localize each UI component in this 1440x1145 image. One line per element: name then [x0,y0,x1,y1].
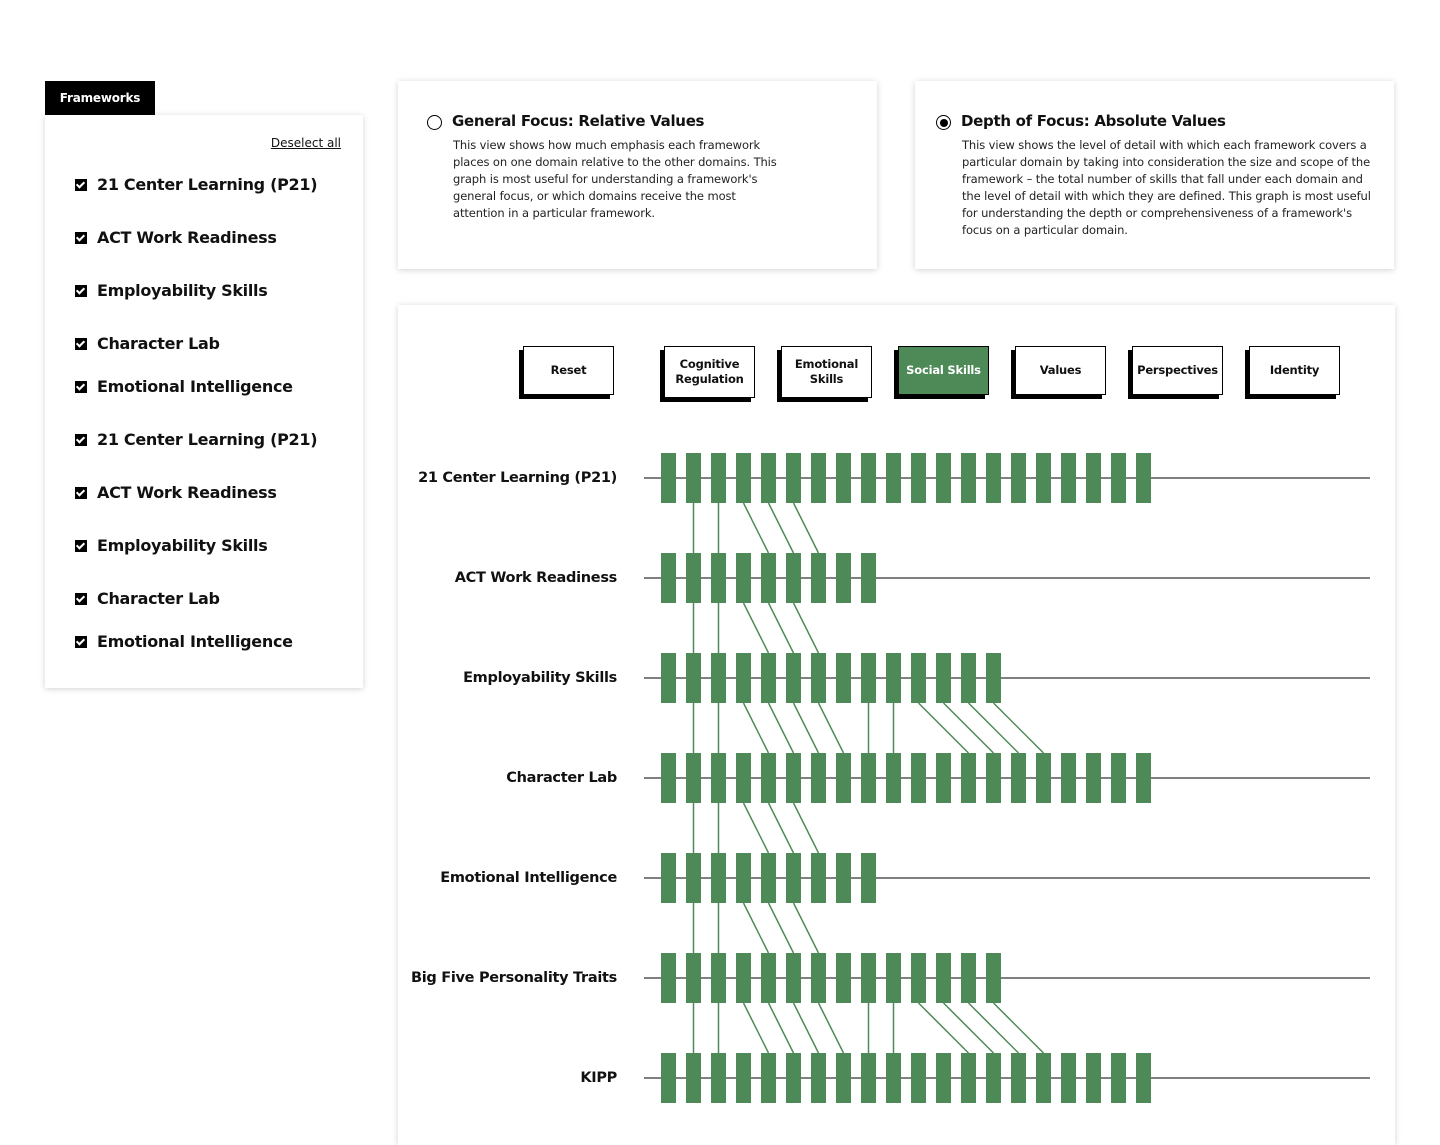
skill-bar[interactable] [886,453,901,503]
framework-label: Emotional Intelligence [97,632,293,651]
chart-row-label: 21 Center Learning (P21) [418,470,617,486]
skills-chart [398,305,1395,1145]
skill-bar[interactable] [961,753,976,803]
skill-bar[interactable] [1086,753,1101,803]
skill-bar[interactable] [686,653,701,703]
skill-bar[interactable] [736,453,751,503]
skill-bar[interactable] [861,453,876,503]
skill-connector [994,703,1044,753]
chart-row-label: Character Lab [506,770,617,786]
skill-bar[interactable] [986,953,1001,1003]
skill-bar[interactable] [811,453,826,503]
skill-bar[interactable] [686,753,701,803]
skill-connector [819,1003,844,1053]
skill-bar[interactable] [886,753,901,803]
skill-connector [744,603,769,653]
skill-bar[interactable] [811,753,826,803]
skill-bar[interactable] [961,653,976,703]
skill-bar[interactable] [761,953,776,1003]
skill-connector [994,1003,1044,1053]
domain-filter-social-skills[interactable]: Social Skills [898,346,989,395]
skill-bar[interactable] [661,753,676,803]
skill-bar[interactable] [936,953,951,1003]
skill-connector [919,1003,969,1053]
skill-bar[interactable] [961,453,976,503]
skill-bar[interactable] [986,653,1001,703]
skill-connector [819,703,844,753]
framework-checkbox-item[interactable] [75,536,267,555]
skill-bar[interactable] [911,953,926,1003]
checkbox-checked-icon[interactable] [75,179,87,191]
framework-label: Employability Skills [97,536,268,555]
skill-bar[interactable] [861,753,876,803]
skill-bar[interactable] [761,553,776,603]
skill-bar[interactable] [786,953,801,1003]
skill-bar[interactable] [961,1053,976,1103]
skill-bar[interactable] [686,553,701,603]
skill-connector [794,903,819,953]
skill-bar[interactable] [661,1053,676,1103]
checkbox-checked-icon[interactable] [75,540,87,552]
skill-bar[interactable] [886,953,901,1003]
framework-checkbox-item[interactable] [75,377,293,396]
chart-row-label: Employability Skills [463,670,617,686]
framework-checkbox-item[interactable] [75,430,317,449]
skill-bar[interactable] [736,1053,751,1103]
skill-bar[interactable] [761,653,776,703]
skill-bar[interactable] [1111,453,1126,503]
skill-bar[interactable] [1061,453,1076,503]
skill-bar[interactable] [736,853,751,903]
skill-bar[interactable] [1036,453,1051,503]
skill-bar[interactable] [986,453,1001,503]
domain-filter-values[interactable]: Values [1015,346,1106,395]
skill-bar[interactable] [686,453,701,503]
skill-connector [769,1003,794,1053]
skill-bar[interactable] [861,1053,876,1103]
skill-bar[interactable] [736,753,751,803]
skill-bar[interactable] [786,553,801,603]
skill-bar[interactable] [711,453,726,503]
skill-bar[interactable] [761,453,776,503]
checkbox-checked-icon[interactable] [75,434,87,446]
chart-row-label: Emotional Intelligence [440,870,617,886]
checkbox-checked-icon[interactable] [75,636,87,648]
skill-bar[interactable] [911,753,926,803]
skill-connector [969,703,1019,753]
chart-row-label: ACT Work Readiness [454,570,617,586]
skill-connector [744,703,769,753]
skill-connector [744,803,769,853]
general-focus-description: This view shows how much emphasis each framework places on one domain relative to the other domains. This graph is most useful for understanding a framework's general focus, or which domains receive the most attention in a particular framework. [453,138,777,220]
skill-bar[interactable] [861,553,876,603]
skill-bar[interactable] [936,753,951,803]
skill-bar[interactable] [811,1053,826,1103]
skill-bar[interactable] [661,553,676,603]
skill-bar[interactable] [836,753,851,803]
skill-bar[interactable] [936,653,951,703]
skill-connector [744,1003,769,1053]
checkbox-checked-icon[interactable] [75,338,87,350]
skill-bar[interactable] [661,953,676,1003]
skill-connector [969,1003,1019,1053]
skill-connector [944,1003,994,1053]
skill-bar[interactable] [911,653,926,703]
skill-bar[interactable] [986,753,1001,803]
framework-checkbox-item[interactable] [75,175,317,194]
domain-filter-emotional-skills[interactable]: Emotional Skills [781,346,872,398]
skill-bar[interactable] [836,653,851,703]
skill-bar[interactable] [861,653,876,703]
skill-connector [794,703,819,753]
general-focus-card[interactable] [398,81,877,269]
framework-label: Character Lab [97,589,220,608]
skill-bar[interactable] [761,853,776,903]
skill-bar[interactable] [661,453,676,503]
skill-bar[interactable] [861,953,876,1003]
checkbox-checked-icon[interactable] [75,381,87,393]
skill-bar[interactable] [1136,753,1151,803]
skill-bar[interactable] [811,953,826,1003]
skill-bar[interactable] [911,453,926,503]
skill-bar[interactable] [811,653,826,703]
skill-bar[interactable] [786,853,801,903]
skill-bar[interactable] [786,753,801,803]
skill-bar[interactable] [661,653,676,703]
skill-bar[interactable] [786,653,801,703]
skill-connector [744,903,769,953]
skill-bar[interactable] [711,953,726,1003]
skill-bar[interactable] [711,1053,726,1103]
skill-connector [944,703,994,753]
skill-bar[interactable] [936,1053,951,1103]
framework-label: 21 Center Learning (P21) [97,175,318,194]
skill-bar[interactable] [711,553,726,603]
skill-bar[interactable] [711,653,726,703]
checkbox-checked-icon[interactable] [75,487,87,499]
depth-focus-title: Depth of Focus: Absolute Values [961,112,1226,130]
skill-connector [744,503,769,553]
skill-connector [769,603,794,653]
skill-connector [769,803,794,853]
skill-bar[interactable] [861,853,876,903]
checkbox-checked-icon[interactable] [75,593,87,605]
domain-filter-identity[interactable]: Identity [1249,346,1340,395]
skill-bar[interactable] [1086,453,1101,503]
framework-label: Character Lab [97,334,220,353]
deselect-all-link[interactable]: Deselect all [270,136,341,150]
skill-bar[interactable] [961,953,976,1003]
skill-bar[interactable] [686,1053,701,1103]
skill-bar[interactable] [811,553,826,603]
skill-connector [794,803,819,853]
reset-button[interactable]: Reset [523,346,614,395]
skill-connector [794,603,819,653]
framework-checkbox-item[interactable] [75,334,220,353]
framework-label: ACT Work Readiness [97,483,277,502]
skill-bar[interactable] [836,953,851,1003]
skill-bar[interactable] [711,853,726,903]
skill-bar[interactable] [936,453,951,503]
skill-bar[interactable] [886,653,901,703]
skill-bar[interactable] [886,1053,901,1103]
checkbox-checked-icon[interactable] [75,285,87,297]
skill-bar[interactable] [836,453,851,503]
framework-checkbox-item[interactable] [75,281,267,300]
depth-focus-radio[interactable] [936,115,951,130]
skill-bar[interactable] [1011,753,1026,803]
domain-filter-cognitive-regulation[interactable]: Cognitive Regulation [664,346,755,398]
general-focus-title: General Focus: Relative Values [452,112,705,130]
skill-bar[interactable] [986,1053,1001,1103]
skill-bar[interactable] [1036,753,1051,803]
framework-label: Emotional Intelligence [97,377,293,396]
skill-bar[interactable] [811,853,826,903]
framework-checkbox-item[interactable] [75,632,293,651]
skill-bar[interactable] [1011,1053,1026,1103]
skill-bar[interactable] [1111,1053,1126,1103]
skill-bar[interactable] [736,653,751,703]
chart-row-label: KIPP [580,1070,617,1086]
skill-bar[interactable] [736,553,751,603]
depth-focus-card[interactable] [915,81,1394,269]
skill-bar[interactable] [786,1053,801,1103]
skill-connector [919,703,969,753]
depth-focus-description: This view shows the level of detail with which each framework covers a particular domain by taking into consideration the size and scope of the framework – the total number of skills that fall under each domain and the level of detail with which they are defined. This graph is most useful for understanding the depth or comprehensiveness of a framework's focus on a particular domain. [962,138,1371,237]
framework-checkbox-item[interactable] [75,228,277,247]
frameworks-tab[interactable]: Frameworks [45,81,155,115]
skill-bar[interactable] [686,953,701,1003]
skill-connector [769,503,794,553]
framework-checkbox-item[interactable] [75,589,220,608]
framework-label: ACT Work Readiness [97,228,277,247]
skill-connector [794,503,819,553]
skill-bar[interactable] [686,853,701,903]
skill-bar[interactable] [761,753,776,803]
general-focus-radio[interactable] [427,115,442,130]
skill-bar[interactable] [1061,753,1076,803]
skill-bar[interactable] [1111,753,1126,803]
framework-label: Employability Skills [97,281,268,300]
skill-connector [769,703,794,753]
domain-filter-perspectives[interactable]: Perspectives [1132,346,1223,395]
skill-bar[interactable] [736,953,751,1003]
skill-connector [794,1003,819,1053]
skill-bar[interactable] [836,853,851,903]
skill-bar[interactable] [711,753,726,803]
chart-row-label: Big Five Personality Traits [410,970,617,986]
framework-checkbox-item[interactable] [75,483,277,502]
frameworks-panel [45,115,363,688]
skill-bar[interactable] [1086,1053,1101,1103]
skill-bar[interactable] [1011,453,1026,503]
framework-label: 21 Center Learning (P21) [97,430,318,449]
skill-bar[interactable] [661,853,676,903]
skill-bar[interactable] [1136,1053,1151,1103]
skill-bar[interactable] [1061,1053,1076,1103]
skill-bar[interactable] [836,1053,851,1103]
chart-panel [398,305,1395,1145]
skill-bar[interactable] [761,1053,776,1103]
skill-bar[interactable] [836,553,851,603]
checkbox-checked-icon[interactable] [75,232,87,244]
skill-bar[interactable] [911,1053,926,1103]
skill-bar[interactable] [1036,1053,1051,1103]
skill-connector [769,903,794,953]
skill-bar[interactable] [786,453,801,503]
skill-bar[interactable] [1136,453,1151,503]
